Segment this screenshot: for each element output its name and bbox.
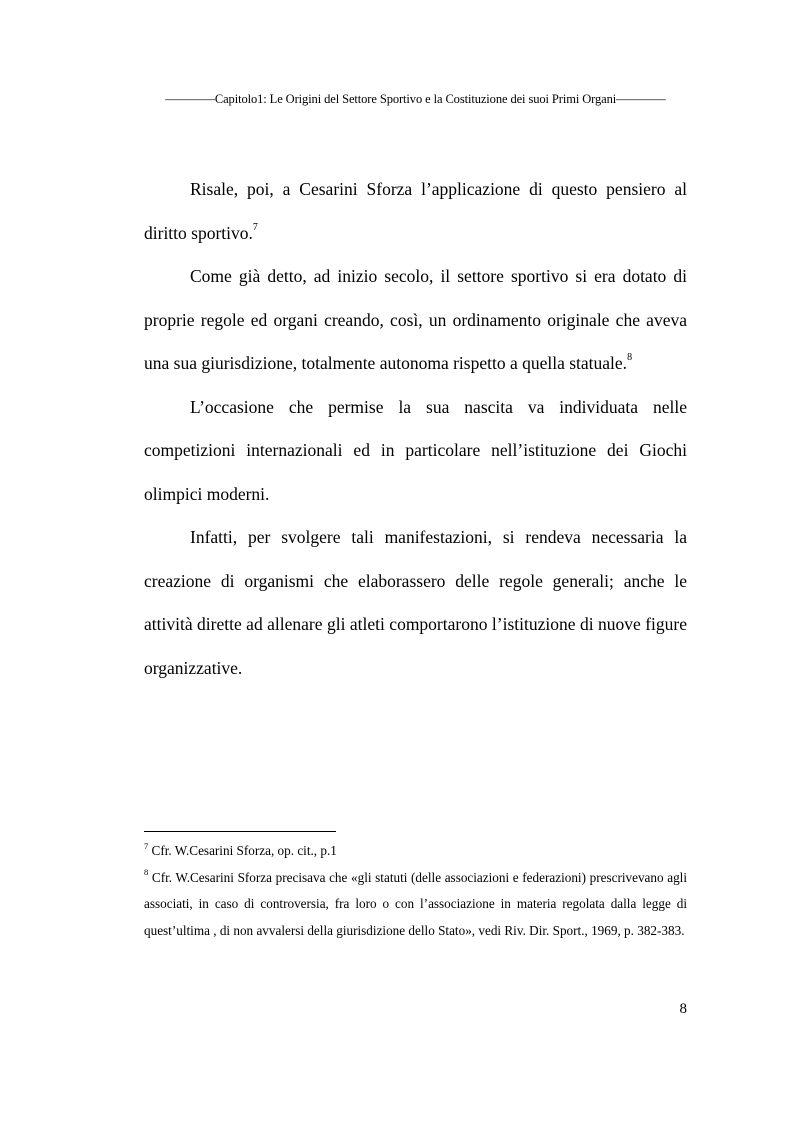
- body-text: [144, 168, 687, 690]
- footnote-text: Cfr. W.Cesarini Sforza, op. cit., p.1: [151, 843, 337, 858]
- footnote-ref[interactable]: 8: [627, 352, 633, 364]
- footnote-text: Cfr. W.Cesarini Sforza precisava che «gli statuti (delle associazioni e federazioni) prescrivevano agli associati, in caso di controversia, fra loro o con l’associazione in materia regolata dalla legge di quest’ultima , di non avvalersi della giurisdizione dello Stato», vedi Riv. Dir. Sport., 1969, p. 382-383.: [144, 869, 688, 938]
- running-header: ————Capitolo1: Le Origini del Settore Sportivo e la Costituzione dei suoi Primi Organi————: [165, 92, 666, 106]
- paragraph: [144, 168, 687, 255]
- page-number: 8: [679, 1001, 687, 1017]
- footnote-divider: [144, 831, 336, 832]
- paragraph: [144, 516, 687, 690]
- paragraph: [144, 386, 687, 517]
- paragraph-text: Infatti, per svolgere tali manifestazioni, si rendeva necessaria la creazione di organismi che elaborassero delle regole generali; anche le attività dirette ad allenare gli atleti comportarono l’istituzione di nuove figure organizzative.: [144, 527, 687, 678]
- footnotes: [144, 838, 687, 944]
- paragraph-text: L’occasione che permise la sua nascita va individuata nelle competizioni internazionali ed in particolare nell’istituzione dei Giochi olimpici moderni.: [144, 396, 687, 504]
- paragraph-text: Risale, poi, a Cesarini Sforza l’applicazione di questo pensiero al diritto sportivo.: [144, 179, 687, 243]
- paragraph: [144, 255, 687, 386]
- footnote-ref[interactable]: 7: [252, 221, 258, 233]
- footnote-number: 8: [144, 867, 149, 878]
- paragraph-text: Come già detto, ad inizio secolo, il settore sportivo si era dotato di proprie regole ed organi creando, così, un ordinamento originale che aveva una sua giurisdizione, totalmente autonoma rispetto a quella statuale.: [144, 266, 687, 373]
- footnote: [144, 838, 687, 865]
- footnote-number: 7: [144, 840, 149, 851]
- footnote: [144, 865, 687, 945]
